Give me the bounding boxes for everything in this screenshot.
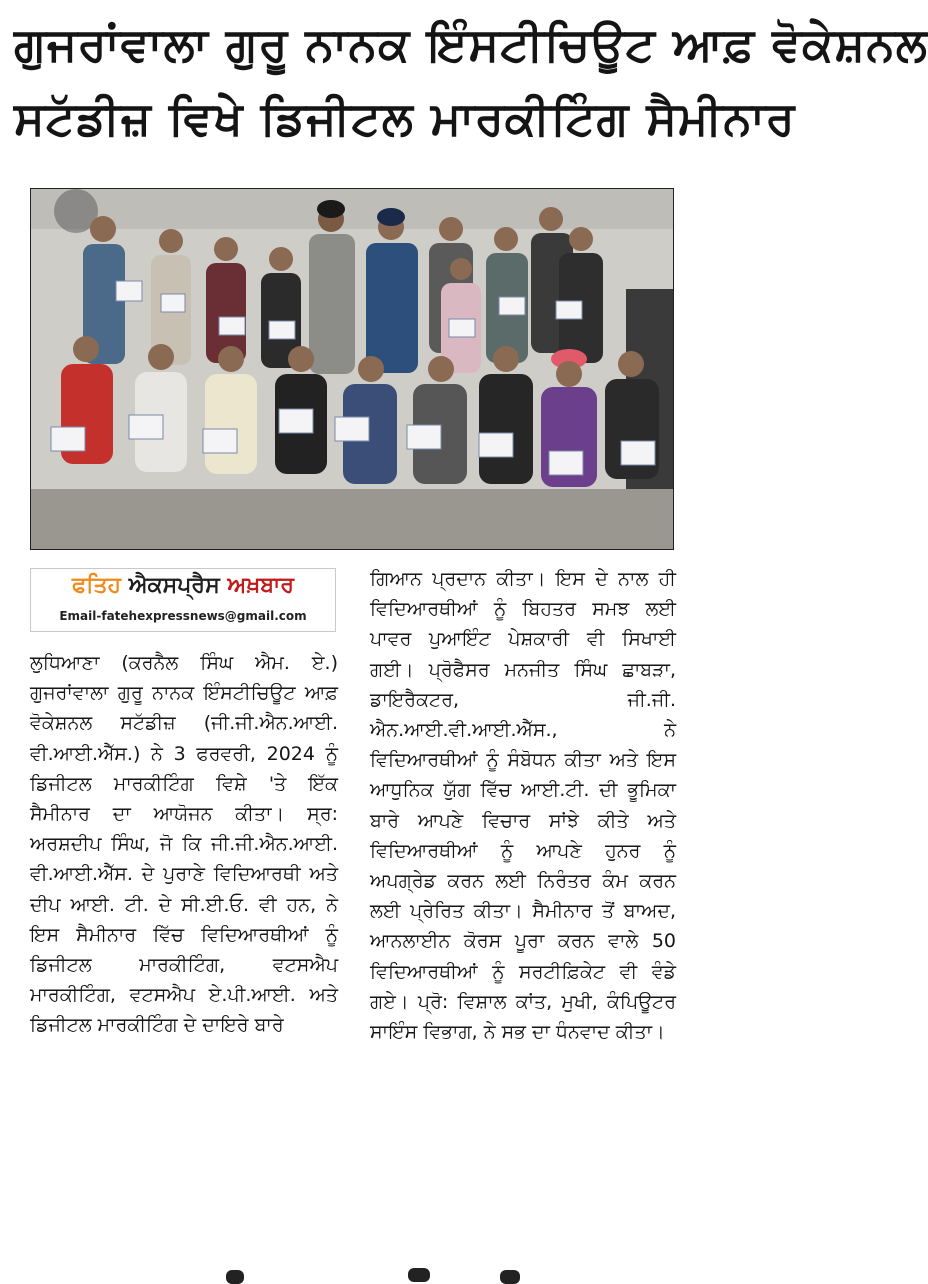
logo-word-2: ਐਕਸਪ੍ਰੈਸ bbox=[128, 573, 220, 598]
logo-word-3: ਅਖ਼ਬਾਰ bbox=[227, 573, 294, 598]
newspaper-logo bbox=[30, 568, 336, 632]
logo-word-1: ਫਤਿਹ bbox=[72, 573, 122, 598]
logo-title bbox=[31, 573, 335, 598]
group-photo bbox=[30, 188, 674, 550]
logo-email: Email-fatehexpressnews@gmail.com bbox=[59, 609, 307, 623]
headline-line-1: ਗੁਜਰਾਂਵਾਲਾ ਗੁਰੂ ਨਾਨਕ ਇੰਸਟੀਚਿਊਟ ਆਫ਼ ਵੋਕੇਸ਼ਨਲ bbox=[14, 17, 928, 71]
group-photo-icon bbox=[31, 189, 673, 549]
next-headline-fragment bbox=[0, 1262, 698, 1280]
article-column-left: ਲੁਧਿਆਣਾ (ਕਰਨੈਲ ਸਿੰਘ ਐਮ. ਏ.) ਗੁਜਰਾਂਵਾਲਾ ਗੁਰੂ ਨਾਨਕ ਇੰਸਟੀਚਿਊਟ ਆਫ਼ ਵੋਕੇਸ਼ਨਲ ਸਟੱਡੀਜ਼ (ਜੀ.ਜੀ.ਐਨ.ਆਈ. ਵੀ.ਆਈ.ਐੱਸ.) ਨੇ 3 ਫਰਵਰੀ, 2024 ਨੂੰ ਡਿਜੀਟਲ ਮਾਰਕੀਟਿੰਗ ਵਿਸ਼ੇ 'ਤੇ ਇੱਕ ਸੈਮੀਨਾਰ ਦਾ ਆਯੋਜਨ ਕੀਤਾ। ਸ੍ਰ: ਅਰਸ਼ਦੀਪ ਸਿੰਘ, ਜੋ ਕਿ ਜੀ.ਜੀ.ਐਨ.ਆਈ. ਵੀ.ਆਈ.ਐੱਸ. ਦੇ ਪੁਰਾਣੇ ਵਿਦਿਆਰਥੀ ਅਤੇ ਦੀਪ ਆਈ. ਟੀ. ਦੇ ਸੀ.ਈ.ਓ. ਵੀ ਹਨ, ਨੇ ਇਸ ਸੈਮੀਨਾਰ ਵਿੱਚ ਵਿਦਿਆਰਥੀਆਂ ਨੂੰ ਡਿਜੀਟਲ ਮਾਰਕੀਟਿੰਗ, ਵਟਸਐਪ ਮਾਰਕੀਟਿੰਗ, ਵਟਸਐਪ ਏ.ਪੀ.ਆਈ. ਅਤੇ ਡਿਜੀਟਲ ਮਾਰਕੀਟਿੰਗ ਦੇ ਦਾਇਰੇ ਬਾਰੇ bbox=[30, 652, 338, 1037]
headline-line-2: ਸਟੱਡੀਜ਼ ਵਿਖੇ ਡਿਜੀਟਲ ਮਾਰਕੀਟਿੰਗ ਸੈਮੀਨਾਰ bbox=[14, 91, 796, 145]
article-column-right: ਗਿਆਨ ਪ੍ਰਦਾਨ ਕੀਤਾ। ਇਸ ਦੇ ਨਾਲ ਹੀ ਵਿਦਿਆਰਥੀਆਂ ਨੂੰ ਬਿਹਤਰ ਸਮਝ ਲਈ ਪਾਵਰ ਪੁਆਇੰਟ ਪੇਸ਼ਕਾਰੀ ਵੀ ਸਿਖਾਈ ਗਈ। ਪ੍ਰੋਫੈਸਰ ਮਨਜੀਤ ਸਿੰਘ ਛਾਬੜਾ, ਡਾਇਰੈਕਟਰ, ਜੀ.ਜੀ. ਐਨ.ਆਈ.ਵੀ.ਆਈ.ਐੱਸ., ਨੇ ਵਿਦਿਆਰਥੀਆਂ ਨੂੰ ਸੰਬੋਧਨ ਕੀਤਾ ਅਤੇ ਇਸ ਆਧੁਨਿਕ ਯੁੱਗ ਵਿੱਚ ਆਈ.ਟੀ. ਦੀ ਭੂਮਿਕਾ ਬਾਰੇ ਆਪਣੇ ਵਿਚਾਰ ਸਾਂਝੇ ਕੀਤੇ ਅਤੇ ਵਿਦਿਆਰਥੀਆਂ ਨੂੰ ਆਪਣੇ ਹੁਨਰ ਨੂੰ ਅਪਗ੍ਰੇਡ ਕਰਨ ਲਈ ਨਿਰੰਤਰ ਕੰਮ ਕਰਨ ਲਈ ਪ੍ਰੇਰਿਤ ਕੀਤਾ। ਸੈਮੀਨਾਰ ਤੋਂ ਬਾਅਦ, ਆਨਲਾਈਨ ਕੋਰਸ ਪੂਰਾ ਕਰਨ ਵਾਲੇ 50 ਵਿਦਿਆਰਥੀਆਂ ਨੂੰ ਸਰਟੀਫ਼ਿਕੇਟ ਵੀ ਵੰਡੇ ਗਏ। ਪ੍ਰੋ: ਵਿਸ਼ਾਲ ਕਾਂਤ, ਮੁਖੀ, ਕੰਪਿਊਟਰ ਸਾਇੰਸ ਵਿਭਾਗ, ਨੇ ਸਭ ਦਾ ਧੰਨਵਾਦ ਕੀਤਾ। bbox=[370, 568, 676, 1044]
